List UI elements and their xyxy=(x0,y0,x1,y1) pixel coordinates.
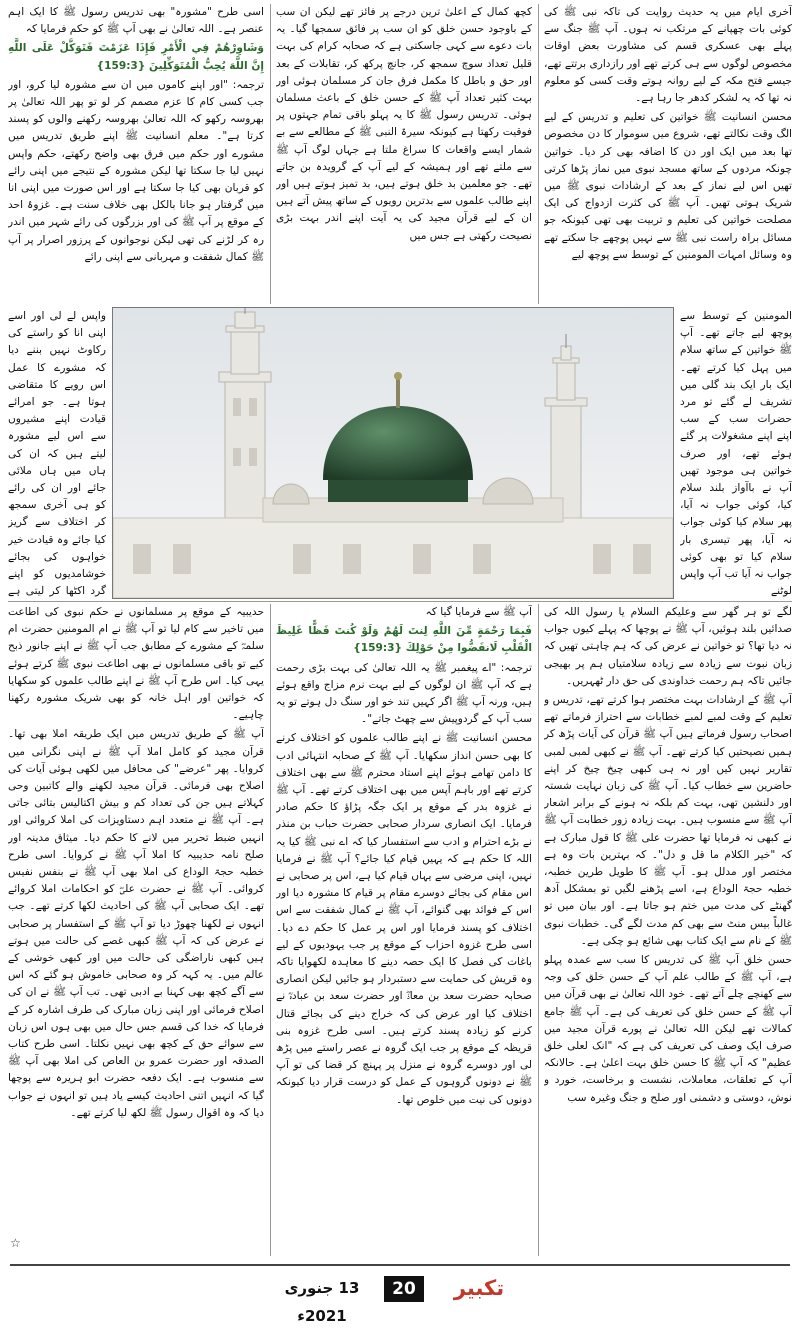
page-footer xyxy=(0,1262,800,1325)
paragraph: ترجمہ: "اور اپنے کاموں میں ان سے مشورہ لیا کرو، اور جب کسی کام کا عزم مصمم کر لو تو پھر اللہ تعالیٰ پر بھروسہ رکھو کہ اللہ تعالیٰ بھروسہ رکھنے والوں کو پسند کرتا ہے"۔ معلم انسانیت ﷺ اپنے طریق تدریس میں مشورے اور حکم میں فرق بھی واضح رکھتے، حکم واپس نہیں لیا جا سکتا تھا لیکن مشورہ کے نتیجے میں اپنی رائے کو قربان بھی کیا جا سکتا ہے اور اس صورت میں اپنی انا میں گرفتار ہو جانا بالکل بھی خلاف سنت ہے۔ غزوۂ احد کے موقع پر آپ ﷺ کی اور بزرگوں کی رائے شہر میں اندر رہ کر لڑنے کی تھی لیکن نوجوانوں کے پرزور اصرار پر آپ ﷺ کمال شفقت و مہربانی سے اپنی رائے xyxy=(8,78,264,263)
quran-verse: فَبِمَا رَحْمَةٍ مِّنَ اللَّهِ لِنتَ لَهُمْ وَلَوْ كُنتَ فَظًّا غَلِيظَ الْقَلْبِ لَانفَضُّوا مِنْ حَوْلِكَ {159:3} xyxy=(276,625,532,655)
issue-date: 13 جنوری 2021ء xyxy=(284,1279,360,1325)
wrap-column-right xyxy=(680,308,792,598)
article-column-bottom-right xyxy=(544,604,792,1260)
mosque-photo xyxy=(112,307,674,599)
quran-verse: وَشَاوِرْهُمْ فِي الْأَمْرِ فَإِذَا عَزَمْتَ فَتَوَكَّلْ عَلَى اللَّهِ إِنَّ اللَّهَ يُحِبُّ الْمُتَوَكِّلِينَ {159:3} xyxy=(8,42,264,72)
paragraph: حدیبیہ کے موقع پر مسلمانوں نے حکم نبوی کی اطاعت میں تاخیر سے کام لیا تو آپ ﷺ نے ام المومنین حضرت ام سلمہؓ کے مشورے کے مطابق جب آپ ﷺ نے اپنے جانور ذبح کیے تو باقی مسلمانوں نے بھی اطاعت نبوی ﷺ کرتے ہوئے یہی کیا۔ اس طرح آپ ﷺ نے اپنے طالب علموں کو سکھایا کہ خواتین اور اہل خانہ کو بھی شریک مشورہ رکھنا چاہیے۔ xyxy=(8,606,264,722)
paragraph: لگے تو ہر گھر سے وعلیکم السلام یا رسول اللہ کی صدائیں بلند ہوئیں، آپ ﷺ نے پوچھا کہ پہلے کیوں جواب نہ دیا تھا؟ تو خواتین نے عرض کی کہ ہم چاہتی تھیں کہ زبان نبوت سے زیادہ سے زیادہ سلامتیاں ہم پر بھیجی جائیں تاکہ ہم رحمت خداوندی کی حق دار ٹھہریں۔ xyxy=(544,606,792,687)
paragraph: اسی طرح "مشورہ" بھی تدریس رسول ﷺ کا ایک اہم عنصر ہے۔ اللہ تعالیٰ نے بھی آپ ﷺ کو حکم فرمایا کہ xyxy=(8,6,264,36)
paragraph: ترجمہ: "اے پیغمبر ﷺ یہ اللہ تعالیٰ کی بہت بڑی رحمت ہے کہ آپ ﷺ ان لوگوں کے لیے بہت نرم مزاج واقع ہوئے ہیں، ورنہ آپ ﷺ اگر کہیں تند خو اور سنگ دل ہوتے تو یہ سب آپ کے گردوپیش سے چھٹ جاتے"۔ xyxy=(276,661,532,726)
wrap-column-left xyxy=(8,308,106,598)
paragraph: آخری ایام میں یہ حدیث روایت کی تاکہ نبی ﷺ کی کوئی بات چھپانے کے مرتکب نہ ہوں۔ آپ ﷺ جنگ سے پہلے بھی عسکری قسم کی مشاورت بعض اوقات مخصوص لوگوں سے ہی کرتے تھے اور رازداری برتتے تھے، جیسے فتح مکہ کے لیے روانہ ہوتے وقت کسی کو معلوم نہ تھا کہ یہ لشکر کدھر جا رہا ہے۔ xyxy=(544,6,792,105)
footer-rule xyxy=(10,1264,790,1266)
paragraph: کچھ کمال کے اعلیٰ ترین درجے پر فائز تھے لیکن ان سب کے باوجود حسن خلق کو ان سب پر فائق سمجھا گیا۔ یہ بات دعوے سے کہی جاسکتی ہے کہ صحابہ کرام کی بہت قلیل تعداد سوچ سمجھ کر، جانچ پرکھ کر، تقابلات کے بعد اور حق و باطل کا مکمل فرق جان کر مسلمان ہوئی اور بہت کثیر تعداد آپ ﷺ کے حسن خلق کے باعث مسلمان ہوئی۔ تدریس رسول ﷺ کا یہ پہلو باقی تمام جہتوں پر فوقیت رکھتا ہے کیونکہ سیرۃ النبی ﷺ کے مطالعے سے بے شمار ایسے واقعات کا سراغ ملتا ہے جہاں لوگ آپ ﷺ سے ملتے تھے اور ہمیشہ کے لیے آپ کے گرویدہ بن جاتے تھے۔ جو معلمین بد خلق ہوتے ہیں، بد تمیز ہوتے ہیں اور اپنے طالب علموں سے بدترین رویوں کے ساتھ پیش آتے ہیں ان کے لیے قرآن مجید کی یہ آیت اپنے اندر بہت بڑی نصیحت رکھتی ہے جس میں xyxy=(276,6,532,242)
column-divider xyxy=(538,4,539,304)
page-number: 20 xyxy=(384,1276,424,1302)
end-star-icon: ☆ xyxy=(10,1236,21,1250)
paragraph: آپ ﷺ کے طریق تدریس میں ایک طریقہ املا بھی تھا۔ قرآن مجید کو کامل املا آپ ﷺ نے اپنی نگرانی میں کروایا۔ پھر "عرضے" کی محافل میں لکھی ہوئی آیات کی اصلاح بھی فرمائی۔ قرآن مجید لکھنے والے کاتبین وحی کہلاتے ہیں جن کی تعداد کم و بیش اکتالیس بتائی جاتی ہے۔ آپ ﷺ نے متعدد اہم دستاویزات کی املا کروائی اور انہیں ضبط تحریر میں لانے کا حکم دیا۔ میثاق مدینہ اور صلح نامہ حدیبیہ کا املا آپ ﷺ نے کروایا۔ اسی طرح خطبہ حجۃ الوداع کی املا بھی آپ ﷺ نے بنفس نفیس کروائی۔ آپ ﷺ نے حضرت علیؓ کو احکامات املا کروائے تھے۔ ایک صحابی آپ ﷺ کی احادیث لکھا کرتے تھے۔ جب انہوں نے لکھنا چھوڑ دیا تو آپ ﷺ کے استفسار پر صحابی نے عرض کی کہ آپ ﷺ کبھی غصے کی حالت میں ہوتے ہیں کبھی ناراضگی کی حالت میں اور کبھی خوشی کے عالم میں۔ یہ کہہ کر وہ صحابی خاموش ہو گئے کہ اس سے آگے کچھ بھی کہنا بے ادبی تھی۔ تب آپ ﷺ نے ان کی اصلاح فرمائی اور اپنی زبان مبارک کی طرف اشارہ کر کے فرمایا کہ خدا کی قسم جس حال میں بھی ہوں اس زبان سے سوائے حق کے کچھ بھی نہیں نکلتا۔ اسی طرح کتاب الصدقہ اور حضرت عمرو بن العاص کی املا بھی آپ ﷺ سے منسوب ہے۔ ایک دفعہ حضرت ابو ہریرہ سے پوچھا گیا کہ انہیں اتنی احادیث کیسے یاد ہیں تو انہوں نے جواب دیا کہ وہ اقوال رسول ﷺ لکھ لیا کرتے تھے۔ xyxy=(8,728,264,1119)
column-divider xyxy=(538,604,539,1256)
paragraph: محسن انسانیت ﷺ خواتین کی تعلیم و تدریس کے لیے الگ وقت نکالتے تھے، شروع میں سوموار کا دن مخصوص تھا بعد میں ایک اور دن کا اضافہ بھی کر دیا۔ خواتین چونکہ مردوں کے ساتھ مسجد نبوی میں نماز پڑھا کرتی تھیں اس لیے نماز کے بعد کے ارشادات نبوی ﷺ میں شریک ہوتی تھیں۔ آپ ﷺ کی کثرت ازدواج کی ایک مصلحت خواتین کی تعلیم و تربیت بھی تھی کیونکہ جو مسائل براہ راست نبی ﷺ سے نہیں پوچھے جا سکتے تھے وہ وسائل امہات المومنین کے توسط سے پوچھ لیے xyxy=(544,111,792,261)
article-column-bottom-middle xyxy=(276,604,532,1260)
article-column-right xyxy=(544,4,792,310)
paragraph: آپ ﷺ کے ارشادات بہت مختصر ہوا کرتے تھے، تدریس و تعلیم کے وقت لمبے لمبے خطابات سے احتراز فرماتے تھے اصحاب رسول فرماتے ہیں آپ ﷺ قرآن کی آیات پڑھ کر ہمیں نصیحتیں کیا کرتے تھے۔ آپ ﷺ نے کبھی لمبی لمبی تقاریر نہیں کیں اور نہ ہی کبھی چیخ چیخ کر اپنے حاضرین سے خطاب کیا۔ آپ ﷺ کی زبان نہایت شستہ اور دلنشین تھی، بہت کم بلکہ نہ ہونے کے برابر اشعار آپ ﷺ سے منسوب ہیں۔ بہت زیادہ زور خطابت آپ ﷺ نے کبھی نہ فرمایا تھا حضرت علی ﷺ کا قول مبارک ہے کہ "خیر الکلام ما قل و دل"۔ کہ بہترین بات وہ ہے مختصر اور مدلل ہو۔ آپ ﷺ کا طویل طرین خطبہ، خطبہ حجۃ الوداع ہے، اسے پڑھنے لگیں تو بمشکل آدھ گھنٹے کی مدت میں ختم ہو جاتا ہے۔ اور بیان میں تو غالباً بیس منٹ سے بھی کم مدت لگے گی۔ خطبات نبوی ﷺ کے نام سے ایک کتاب بھی شائع ہو چکی ہے۔ xyxy=(544,694,792,947)
article-column-middle xyxy=(276,4,532,304)
paragraph: واپس لے لی اور اسے اپنی انا کو راستے کی رکاوٹ نہیں بننے دیا کہ مشورے کا عمل اس رویے کا متقاضی ہوتا ہے۔ جو امرائے قیادت اپنے مشیروں سے اس لیے مشورہ لیتے ہیں کہ ان کی ہاں میں ہاں ملائی جائے اور ان کی رائے کو ہی آخری سمجھ کر اختلاف سے گریز کیا جائے وہ قیادت خیر خواہوں کی بجائے خوشامدیوں کو اپنے گرد اکٹھا کر لیتی ہے xyxy=(8,310,106,598)
paragraph: المومنین کے توسط سے پوچھ لیے جاتے تھے۔ آپ ﷺ خواتین کے ساتھ سلام میں پہل کیا کرتے تھے۔ ایک بار ایک بند گلی میں تشریف لے گئے تو مرد حضرات سب کے سب اپنے اپنے مشغولات پر گئے ہوئے تھے، اور صرف خواتین ہی موجود تھیں آپ نے باآواز بلند سلام کیا، کوئی جواب نہ آیا، پھر سلام کیا کوئی جواب نہ آیا، پھر تیسری بار سلام کیا تو بھی کوئی جواب نہ آیا تب آپ واپس لوٹنے xyxy=(680,310,792,598)
paragraph: حسن خلق آپ ﷺ کی تدریس کا سب سے عمدہ پہلو ہے، آپ ﷺ کے طالب علم آپ کے حسن خلق کی وجہ سے کھنچے چلے آتے تھے۔ خود اللہ تعالیٰ نے بھی قرآن میں آپ ﷺ کے حسن خلق کی تعریف کی ہے۔ آپ ﷺ جامع کمالات تھے لیکن اللہ تعالیٰ نے پورے قرآن مجید میں صرف ایک وصف کی تعریف کی ہے کہ "انک لعلی خلق عظیم" کہ آپ ﷺ کا حسن خلق بہت اعلیٰ ہے۔ حالانکہ آپ کے تعلقات، معاملات، نشست و برخاست، خورد و نوش، دوستی و دشمنی اور صلح و جنگ وغیرہ سب xyxy=(544,954,792,1104)
paragraph: محسن انسانیت ﷺ نے اپنے طالب علموں کو اختلاف کرنے کا بھی حسن انداز سکھایا۔ آپ ﷺ کے صحابہ انتہائی ادب کا دامن تھامے ہوئے اپنے استاد محترم ﷺ سے بھی اختلاف کرتے تھے اور باہم آپس میں بھی اختلاف کرتے تھے۔ آپ ﷺ نے غزوہ بدر کے موقع پر ایک جگہ پڑاؤ کا حکم صادر فرمایا۔ ایک انصاری سردار صحابی حضرت حباب بن منذر نے بڑے احترام و ادب سے استفسار کیا کہ اے نبی ﷺ کیا یہ اللہ کا حکم ہے کہ یہیں قیام کیا جائے؟ آپ ﷺ نے فرمایا نہیں، اپنی مرضی سے یہاں قیام کیا ہے، اس پر صحابی نے اس مقام کی بجائے دوسرے مقام پر قیام کا مشورہ دیا اور اس کے فوائد بھی گنوائے، آپ ﷺ نے کمال شفقت سے اس اختلاف کو پسند فرمایا اور اس پر عمل کا حکم دے دیا۔ اسی طرح غزوہ احزاب کے موقع پر جب یہودیوں کے لیے باغات کی فصل کا ایک حصہ دینے کا معاہدہ لکھوایا تاکہ وہ قریش کی حمایت سے دستبردار ہو جائیں لیکن انصاری صحابہ حضرت سعد بن معاذؓ اور حضرت سعد بن عبادہؓ نے اختلاف کیا اور عرض کی کہ خراج دینے کی بجائے قتال کرنے کو زیادہ پسند کرتے ہیں۔ اسی طرح غزوہ بنی قریظہ کے موقع پر جب ایک گروہ نے عصر راستے میں پڑھ لی اور دوسرے گروہ نے منزل پر پہنچ کر قضا کی تو آپ ﷺ نے دونوں گروہوں کے عمل کو درست قرار دیا کیونکہ دونوں کی نیت میں خلوص تھا۔ xyxy=(276,732,532,1106)
section-divider xyxy=(8,601,792,602)
column-divider xyxy=(270,4,271,304)
article-column-left xyxy=(8,4,264,304)
magazine-name: تکبیر xyxy=(453,1276,505,1300)
column-divider xyxy=(270,604,271,1256)
article-column-bottom-left xyxy=(8,604,264,1234)
paragraph: آپ ﷺ سے فرمایا گیا کہ xyxy=(425,606,532,618)
green-dome-mosque-image xyxy=(113,308,673,598)
